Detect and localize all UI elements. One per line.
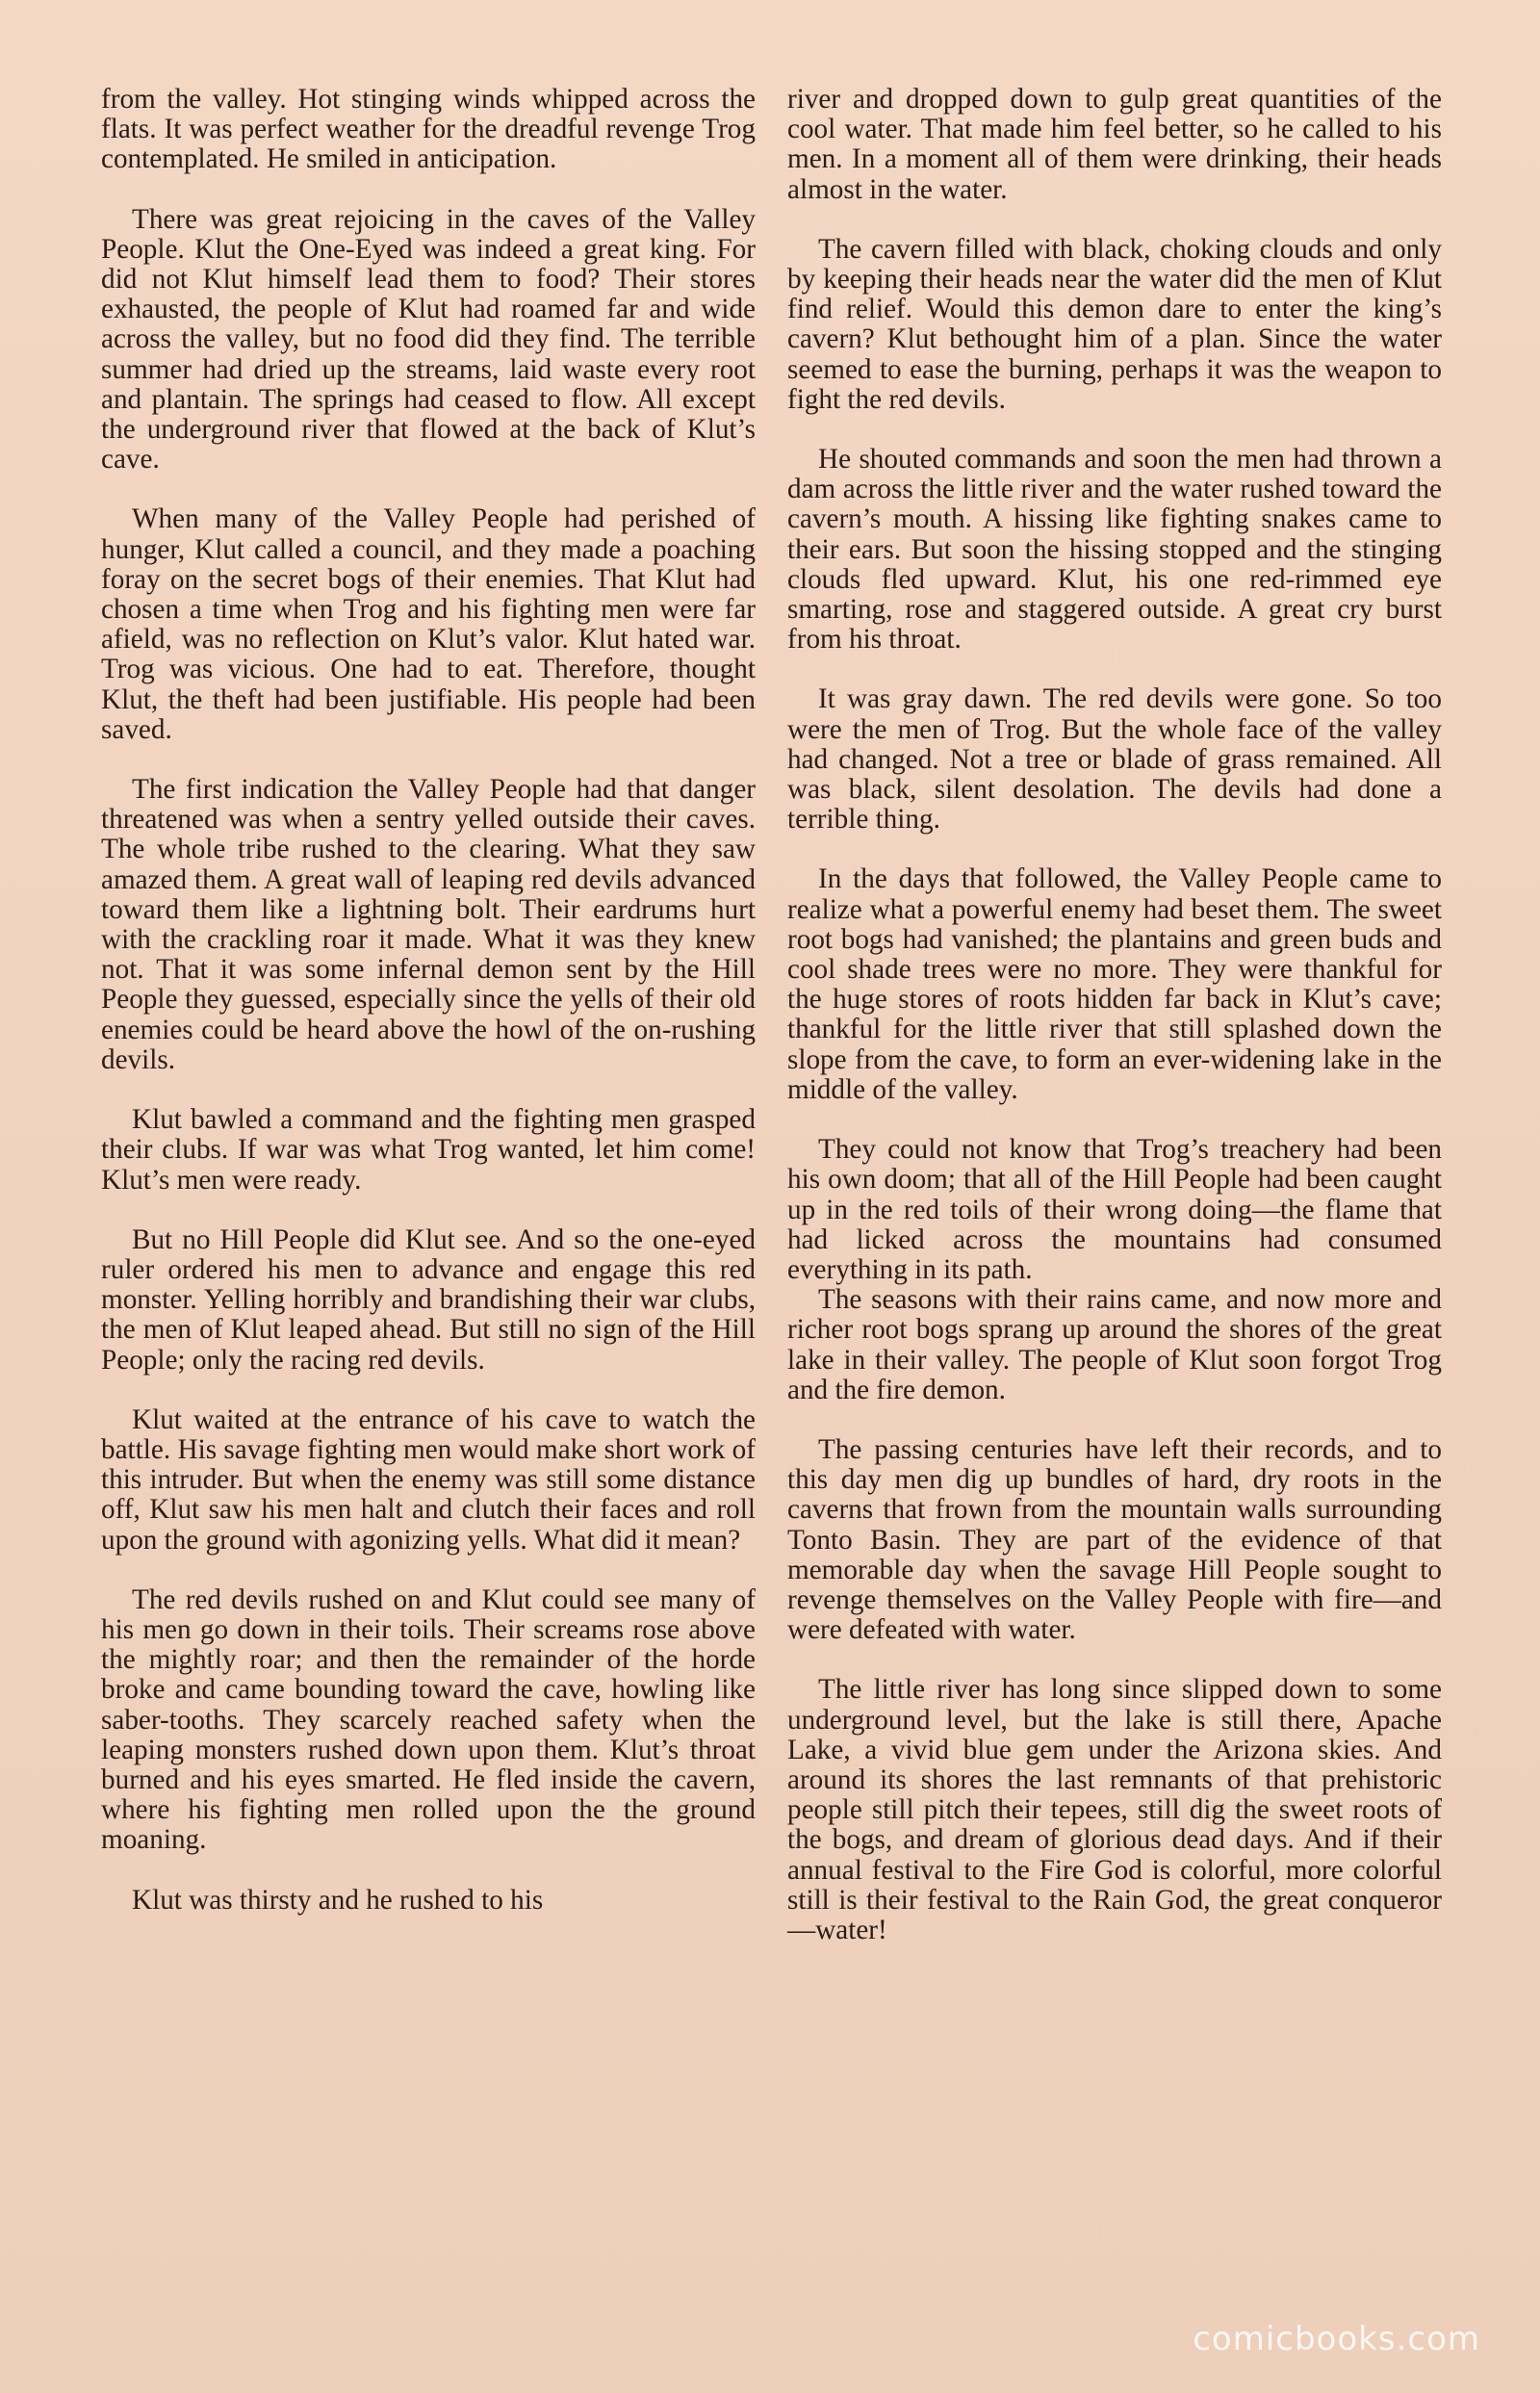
paragraph: Klut bawled a command and the fighting men grasped their clubs. If war was what Trog wanted, let him come! Klut’s men were ready. [101,1104,756,1196]
paragraph: In the days that followed, the Valley People came to realize what a powerful enemy had beset them. The sweet root bogs had vanished; the plantains and green buds and cool shade trees were no more. They were thankful for the huge stores of roots hidden far back in Klut’s cave; thankful for the little river that still splashed down the slope from the cave, to form an ever-widening lake in the middle of the valley. [787,863,1442,1105]
paragraph: The first indication the Valley People had that danger threatened was when a sentry yelled outside their caves. The whole tribe rushed to the clearing. What they saw amazed them. A great wall of leaping red devils advanced toward them like a lightning bolt. Their eardrums hurt with the crackling roar it made. What it was they knew not. That it was some infernal demon sent by the Hill People they guessed, especially since the yells of their old enemies could be heard above the howl of the on-rushing devils. [101,774,756,1075]
paragraph: They could not know that Trog’s treachery had been his own doom; that all of the Hill People had been caught up in the red toils of their wrong doing—the flame that had licked across the mountains had consumed everything in its path. [787,1134,1442,1285]
paragraph: from the valley. Hot stinging winds whipped across the flats. It was perfect weather for the dreadful revenge Trog contemplated. He smiled in anticipation. [101,84,756,175]
paragraph: When many of the Valley People had perished of hunger, Klut called a council, and they made a poaching foray on the secret bogs of their enemies. That Klut had chosen a time when Trog and his fighting men were far afield, was no reflection on Klut’s valor. Klut hated war. Trog was vicious. One had to eat. Therefore, thought Klut, the theft had been justifiable. His people had been saved. [101,503,756,745]
paragraph: It was gray dawn. The red devils were gone. So too were the men of Trog. But the whole face of the valley had changed. Not a tree or blade of grass remained. All was black, silent desolation. The devils had done a terrible thing. [787,683,1442,836]
left-text-column [101,85,756,1945]
paragraph: He shouted commands and soon the men had thrown a dam across the little river and the water rushed toward the cavern’s mouth. A hissing like fighting snakes came to their ears. But soon the hissing stopped and the stinging clouds fled upward. Klut, his one red-rimmed eye smarting, rose and staggered outside. A great cry burst from his throat. [787,444,1442,656]
source-watermark: comicbooks.com [1193,2320,1480,2358]
paragraph: Klut waited at the entrance of his cave to watch the battle. His savage fighting men would make short work of this intruder. But when the enemy was still some distance off, Klut saw his men halt and clutch their faces and roll upon the ground with agonizing yells. What did it mean? [101,1403,756,1556]
paragraph: There was great rejoicing in the caves of the Valley People. Klut the One-Eyed was indeed a great king. For did not Klut himself lead them to food? Their stores exhausted, the people of Klut had roamed far and wide across the valley, but no food did they find. The terrible summer had dried up the streams, laid waste every root and plantain. The springs had ceased to flow. All except the underground river that flowed at the back of Klut’s cave. [101,203,756,476]
paragraph: But no Hill People did Klut see. And so the one-eyed ruler ordered his men to advance and engage this red monster. Yelling horribly and brandishing their war clubs, the men of Klut leaped ahead. But still no sign of the Hill People; only the racing red devils. [101,1223,756,1376]
paragraph: river and dropped down to gulp great quantities of the cool water. That made him feel better, so he called to his men. In a moment all of them were drinking, their heads almost in the water. [787,84,1442,205]
paragraph: The passing centuries have left their records, and to this day men dig up bundles of hard, dry roots in the caverns that frown from the mountain walls surrounding Tonto Basin. They are part of the evidence of that memorable day when the savage Hill People sought to revenge themselves on the Valley People with fire—and were defeated with water. [787,1433,1442,1646]
paragraph: The red devils rushed on and Klut could see many of his men go down in their toils. Their screams rose above the mightly roar; and then the remainder of the horde broke and came bounding toward the cave, howling like saber-tooths. They scarcely reached safety when the leaping monsters rushed down upon them. Klut’s throat burned and his eyes smarted. He fled inside the cavern, where his fighting men rolled upon the the ground moaning. [101,1583,756,1856]
paragraph: Klut was thirsty and he rushed to his [132,1884,544,1916]
paragraph: The seasons with their rains came, and now more and richer root bogs sprang up around the shores of the great lake in their valley. The people of Klut soon forgot Trog and the fire demon. [787,1284,1442,1405]
right-text-column [787,85,1442,1975]
paragraph: The cavern filled with black, choking clouds and only by keeping their heads near the water did the men of Klut find relief. Would this demon dare to enter the king’s cavern? Klut bethought him of a plan. Since the water seemed to ease the burning, perhaps it was the weapon to fight the red devils. [787,233,1442,415]
paragraph: The little river has long since slipped down to some underground level, but the lake is still there, Apache Lake, a vivid blue gem under the Arizona skies. And around its shores the last remnants of that prehistoric people still pitch their tepees, still dig the sweet roots of the bogs, and dream of glorious dead days. And if their annual festival to the Fire God is colorful, more colorful still is their festival to the Rain God, the great conqueror—water! [787,1674,1442,1945]
